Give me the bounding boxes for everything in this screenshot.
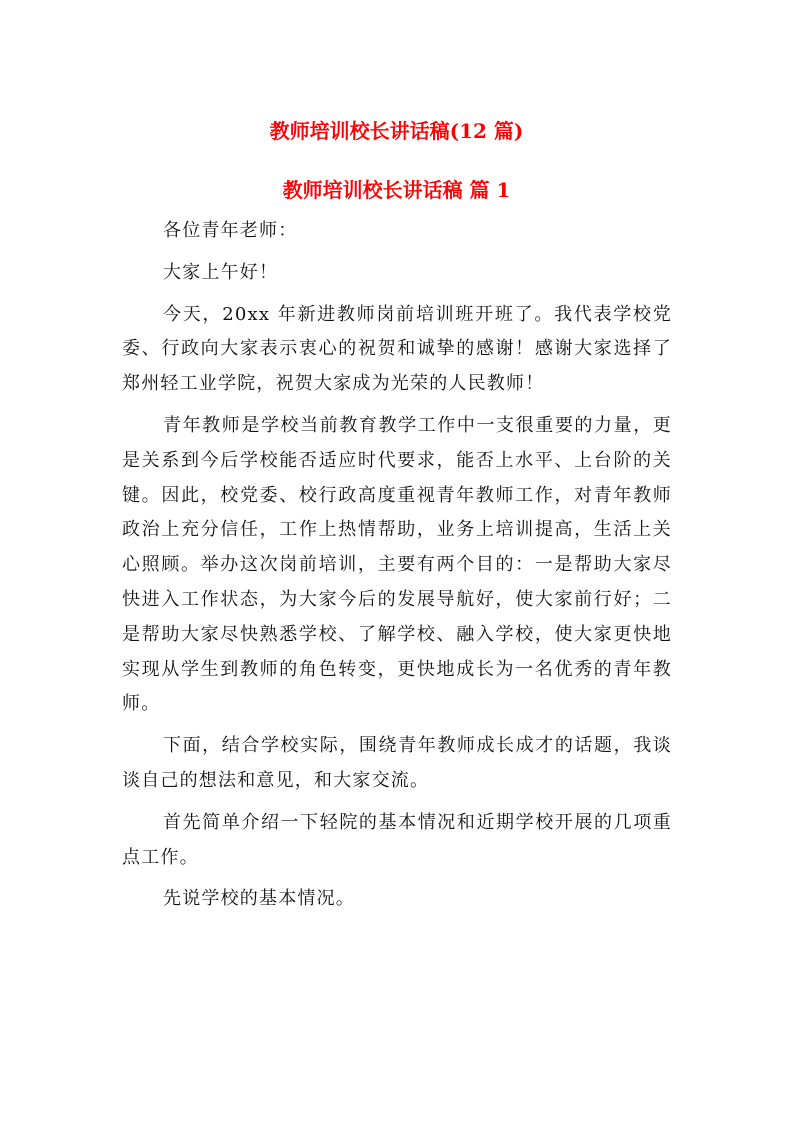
paragraph-greeting: 大家上午好！ [163, 261, 279, 283]
paragraph-introduction: 首先简单介绍一下轻院的基本情况和近期学校开展的几项重点工作。 [122, 811, 672, 868]
document-body [122, 214, 672, 924]
document-title: 教师培训校长讲话稿(12 篇) [269, 119, 524, 143]
paragraph-opening: 今天，20xx 年新进教师岗前培训班开班了。我代表学校党委、行政向大家表示衷心的祝贺和诚挚的感谢！感谢大家选择了郑州轻工业学院，祝贺大家成为光荣的人民教师！ [122, 303, 672, 395]
paragraph-basic-info: 先说学校的基本情况。 [163, 888, 355, 910]
paragraph-discussion: 下面，结合学校实际，围绕青年教师成长成才的话题，我谈谈自己的想法和意见，和大家交流。 [122, 735, 672, 791]
paragraph-importance: 青年教师是学校当前教育教学工作中一支很重要的力量，更是关系到今后学校能否适应时代要求，能否上水平、上台阶的关键。因此，校党委、校行政高度重视青年教师工作，对青年教师政治上充分信任，工作上热情帮助，业务上培训提高，生活上关心照顾。举办这次岗前培训，主要有两个目的：一是帮助大家尽快进入工作状态，为大家今后的发展导航好，使大家前行好；二是帮助大家尽快熟悉学校、了解学校、融入学校，使大家更快地实现从学生到教师的角色转变，更快地成长为一名优秀的青年教师。 [122, 414, 672, 715]
section-title: 教师培训校长讲话稿 篇 1 [282, 178, 511, 202]
paragraph-salutation: 各位青年老师： [163, 220, 298, 241]
